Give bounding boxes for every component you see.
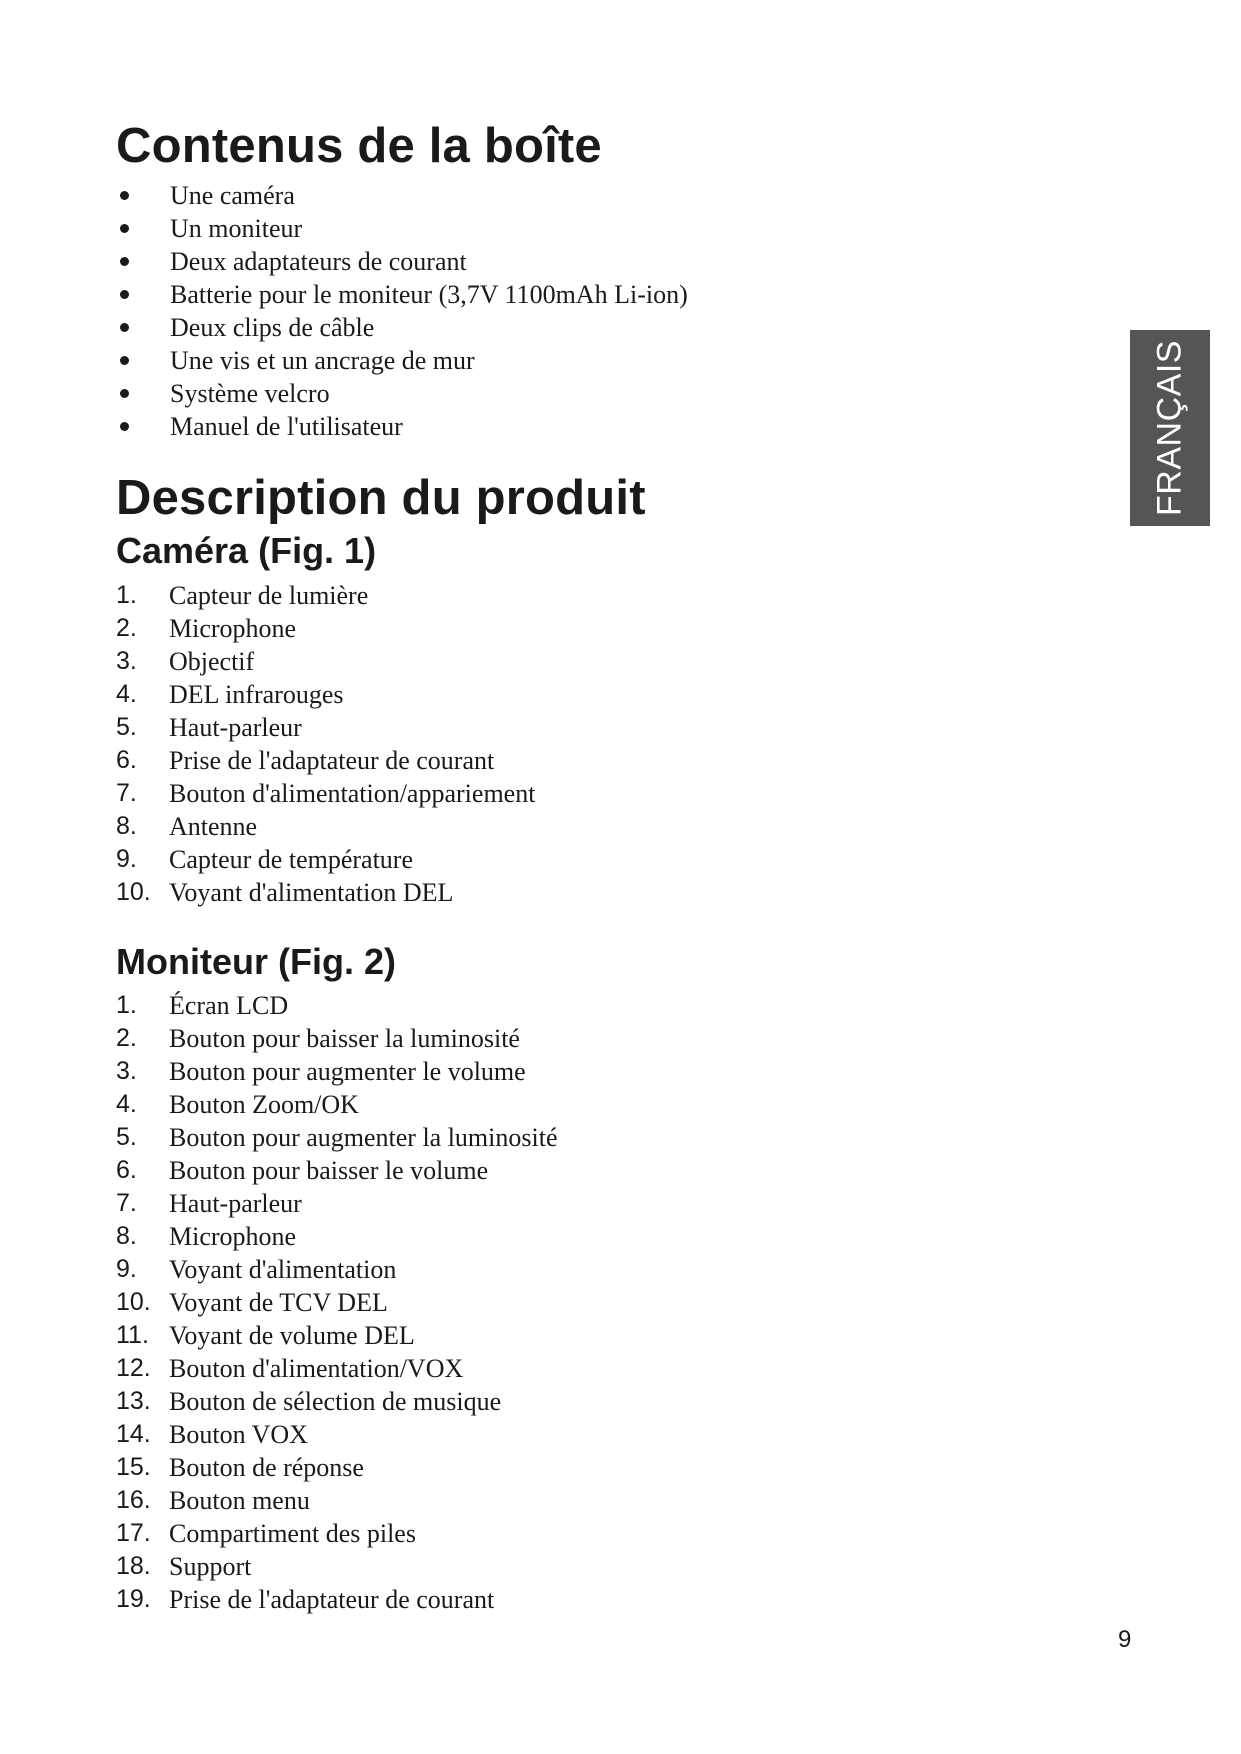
bullet-icon — [120, 389, 129, 398]
monitor-subtitle: Moniteur (Fig. 2) — [116, 941, 396, 982]
box-contents-title: Contenus de la boîte — [116, 119, 602, 173]
bullet-icon — [120, 290, 129, 299]
bullet-icon — [120, 257, 129, 266]
language-tab — [1130, 330, 1210, 526]
bullet-icon — [120, 224, 129, 233]
bullet-icon — [120, 323, 129, 332]
page-number: 9 — [1118, 1626, 1132, 1653]
camera-subtitle: Caméra (Fig. 1) — [116, 530, 377, 571]
bullet-icon — [120, 191, 129, 200]
bullet-icon — [120, 422, 129, 431]
language-tab-label: FRANÇAIS — [1150, 340, 1189, 516]
product-description-title: Description du produit — [116, 471, 646, 525]
bullet-icon — [120, 356, 129, 365]
